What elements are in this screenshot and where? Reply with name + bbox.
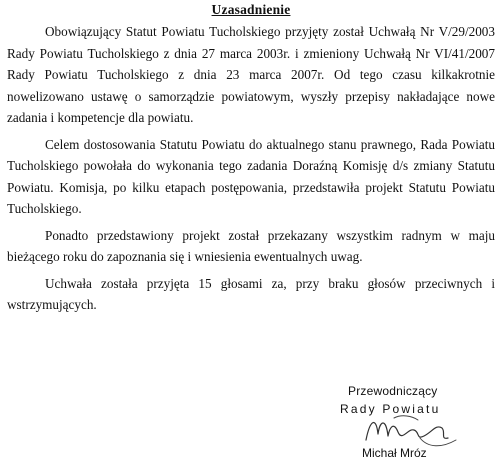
signature-organization: Rady Powiatu [340,402,441,416]
signature-block [318,384,468,464]
paragraph-1: Obowiązujący Statut Powiatu Tucholskiego przyjęty został Uchwałą Nr V/29/2003 Rady Powiatu Tucholskiego z dnia 27 marca 2003r. i zmieniony Uchwałą Nr VI/41/2007 Rady Powiatu Tucholskiego z dnia 23 marca 2007r. Od tego czasu kilkakrotnie nowelizowano ustawę o samorządzie powiatowym, wyszły przepisy nakładające nowe zadania i kompetencje dla powiatu. [7,24,495,125]
document-title: Uzasadnienie [211,2,291,17]
document-body [7,21,495,321]
signature-role: Przewodniczący [348,384,438,398]
paragraph-4: Uchwała została przyjęta 15 głosami za, przy braku głosów przeciwnych i wstrzymujących. [7,275,495,312]
paragraph-3: Ponadto przedstawiony projekt został przekazany wszystkim radnym w maju bieżącego roku do zapoznania się i wniesienia ewentualnych uwag. [7,227,495,264]
paragraph-2: Celem dostosowania Statutu Powiatu do aktualnego stanu prawnego, Rada Powiatu Tucholskiego powołała do wykonania tego zadania Doraźną Komisję d/s zmiany Statutu Powiatu. Komisja, po kilku etapach postępowania, przedstawiła projekt Statutu Powiatu Tucholskiego. [7,136,495,216]
signature-name: Michał Mróz [362,446,427,460]
